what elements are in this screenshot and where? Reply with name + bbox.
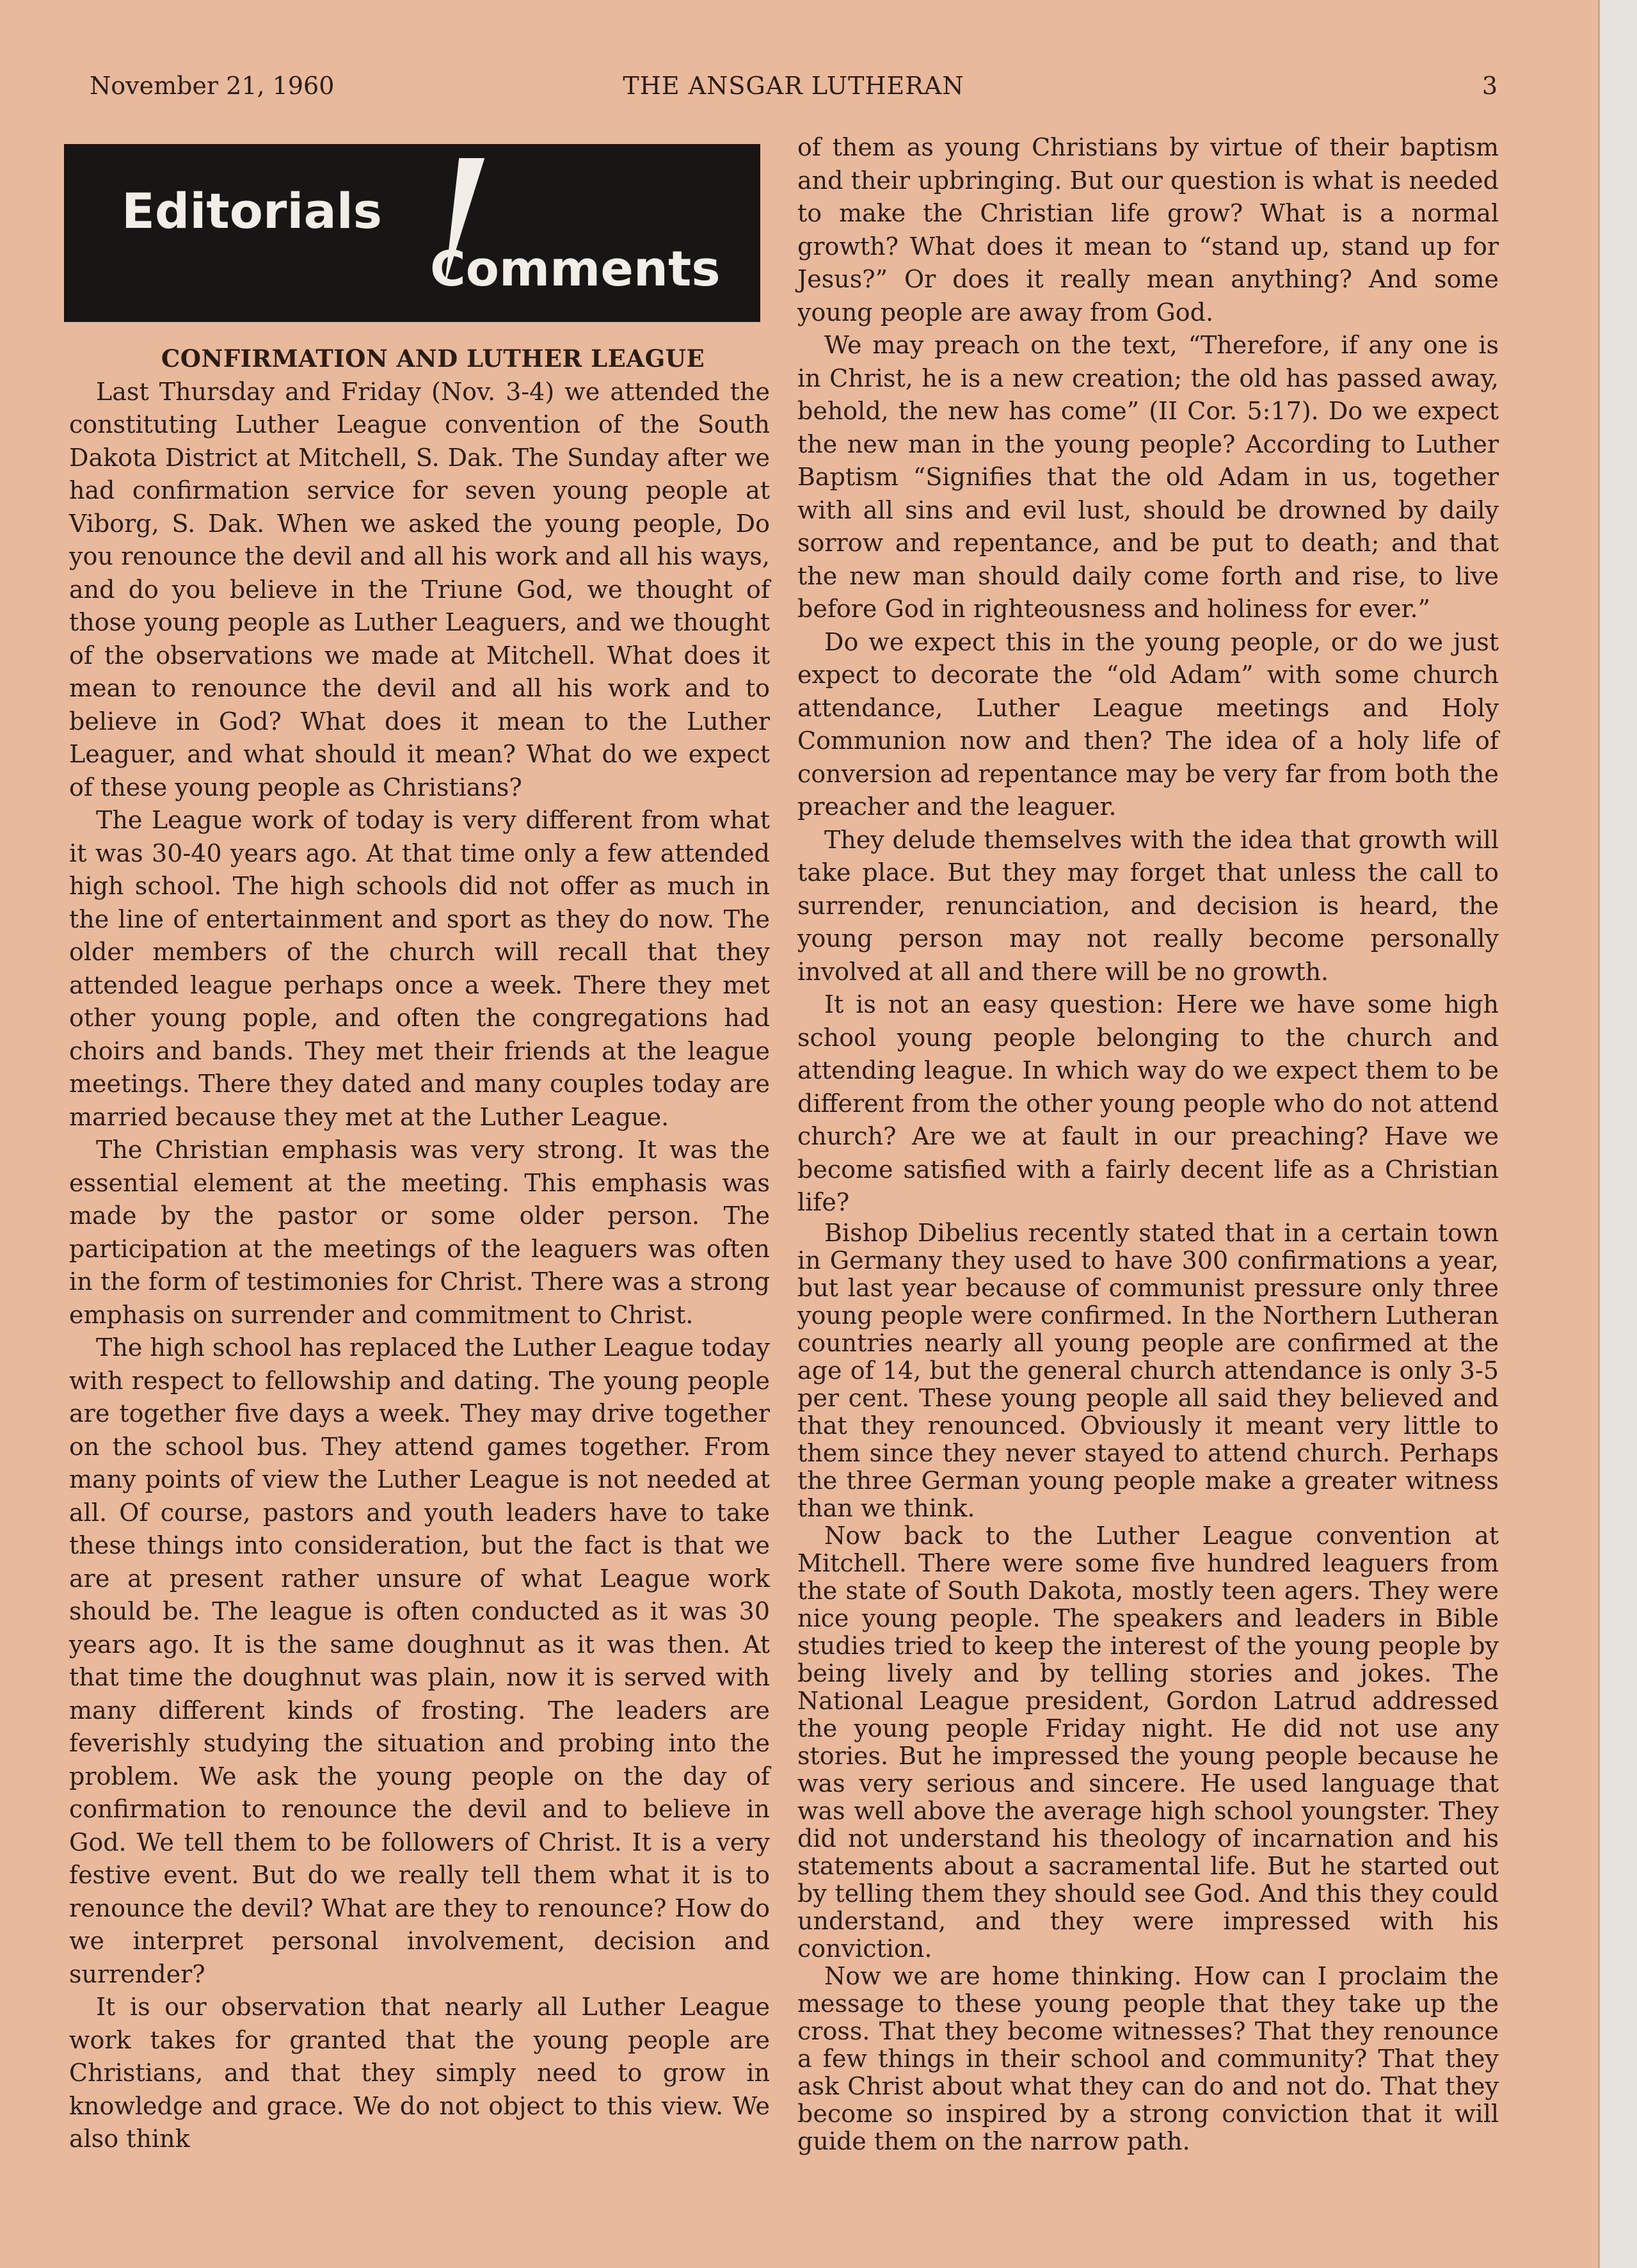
right-column [797,131,1499,2155]
article-paragraph: It is our observation that nearly all Luther League work takes for granted that the young people are Christians, and that they simply need to grow in knowledge and grace. We do not object to this view. We also think [69,1993,770,2153]
left-column [69,342,770,2156]
article-paragraph: The League work of today is very different from what it was 30-40 years ago. At that time only a few attended high school. The high schools did not offer as much in the line of entertainment and sport as they do now. The older members of the church will recall that they attended league perhaps once a week. There they met other young pople, and often the congregations had choirs and bands. They met their friends at the league meetings. There they dated and many couples today are married because they met at the Luther League. [69,806,770,1131]
banner-word-editorials: Editorials [122,182,383,239]
issue-date: November 21, 1960 [90,72,335,100]
article-paragraph: Bishop Dibelius recently stated that in a certain town in Germany they used to have 300 confirmations a year, but last year because of communist pressure only three young people were confirmed. In the Northern Lutheran countries nearly all young people are confirmed at the age of 14, but the general church attendance is only 3-5 per cent. These young people all said they believed and that they renounced. Obviously it meant very little to them since they never stayed to attend church. Perhaps the three German young people make a greater witness than we think. [797,1218,1499,1522]
article-paragraph: of them as young Christians by virtue of their baptism and their upbringing. But our question is what is needed to make the Christian life grow? What is a normal growth? What does it mean to “stand up, stand up for Jesus?” Or does it really mean anything? And some young people are away from God. [797,133,1499,326]
article-paragraph: The Christian emphasis was very strong. It was the essential element at the meeting. This emphasis was made by the pastor or some older person. The participation at the meetings of the leaguers was often in the form of testimonies for Christ. There was a strong emphasis on surrender and commitment to Christ. [69,1136,770,1329]
article-paragraph: Last Thursday and Friday (Nov. 3-4) we attended the constituting Luther League convention of the South Dakota District at Mitchell, S. Dak. The Sunday after we had confirmation service for seven young people at Viborg, S. Dak. When we asked the young people, Do you renounce the devil and all his work and all his ways, and do you believe in the Triune God, we thought of those young people as Luther Leaguers, and we thought of the observations we made at Mitchell. What does it mean to renounce the devil and all his work and to believe in God? What does it mean to the Luther Leaguer, and what should it mean? What do we expect of these young people as Christians? [69,377,770,801]
article-paragraph: Do we expect this in the young people, or do we just expect to decorate the “old Adam” with some church attendance, Luther League meetings and Holy Communion now and then? The idea of a holy life of conversion ad repentance may be very far from both the preacher and the leaguer. [797,627,1499,821]
page-number: 3 [1481,72,1497,100]
article-paragraph: We may preach on the text, “Therefore, if any one is in Christ, he is a new creation; the old has passed away, behold, the new has come” (II Cor. 5:17). Do we expect the new man in the young people? According to Luther Baptism “Signifies that the old Adam in us, together with all sins and evil lust, should be drowned by daily sorrow and repentance, and be put to death; and that the new man should daily come forth and rise, to live before God in righteousness and holiness for ever.” [797,331,1499,623]
article-paragraph: Now we are home thinking. How can I proclaim the message to these young people that they take up the cross. That they become witnesses? That they renounce a few things in their school and community? That they ask Christ about what they can do and not do. That they become so inspired by a strong conviction that it will guide them on the narrow path. [797,1961,1499,2155]
article-paragraph: Now back to the Luther League convention at Mitchell. There were some five hundred leaguers from the state of South Dakota, mostly teen agers. They were nice young people. The speakers and leaders in Bible studies tried to keep the interest of the young people by being lively and by telling stories and jokes. The National League president, Gordon Latrud addressed the young people Friday night. He did not use any stories. But he impressed the young people because he was very serious and sincere. He used language that was well above the average high school youngster. They did not understand his theology of incarnation and his statements about a sacramental life. But he started out by telling them they should see God. And this they could understand, and they were impressed with his conviction. [797,1521,1499,1963]
article-paragraph: It is not an easy question: Here we have some high school young people belonging to the church and attending league. In which way do we expect them to be different from the other young people who do not attend church? Are we at fault in our preaching? Have we become satisfied with a fairly decent life as a Christian life? [797,990,1499,1216]
banner-word-comments: Comments [430,240,721,297]
running-head [90,72,1497,110]
article-paragraph: They delude themselves with the idea that growth will take place. But they may forget that unless the call to surrender, renunciation, and decision is heard, the young person may not really become personally involved at all and there will be no growth. [797,825,1499,986]
article-paragraph: The high school has replaced the Luther League today with respect to fellowship and dating. The young people are together five days a week. They may drive together on the school bus. They attend games together. From many points of view the Luther League is not needed at all. Of course, pastors and youth leaders have to take these things into consideration, but the fact is that we are at present rather unsure of what League work should be. The league is often conducted as it was 30 years ago. It is the same doughnut as it was then. At that time the doughnut was plain, now it is served with many different kinds of frosting. The leaders are feverishly studying the situation and probing into the problem. We ask the young people on the day of confirmation to renounce the devil and to believe in God. We tell them to be followers of Christ. It is a very festive event. But do we really tell them what it is to renounce the devil? What are they to renounce? How do we interpret personal involvement, decision and surrender? [69,1333,770,1988]
article-headline: CONFIRMATION AND LUTHER LEAGUE [161,344,705,373]
page-edge [1598,0,1637,2268]
publication-title: THE ANSGAR LUTHERAN [623,72,964,100]
editorials-comments-banner [64,144,760,322]
